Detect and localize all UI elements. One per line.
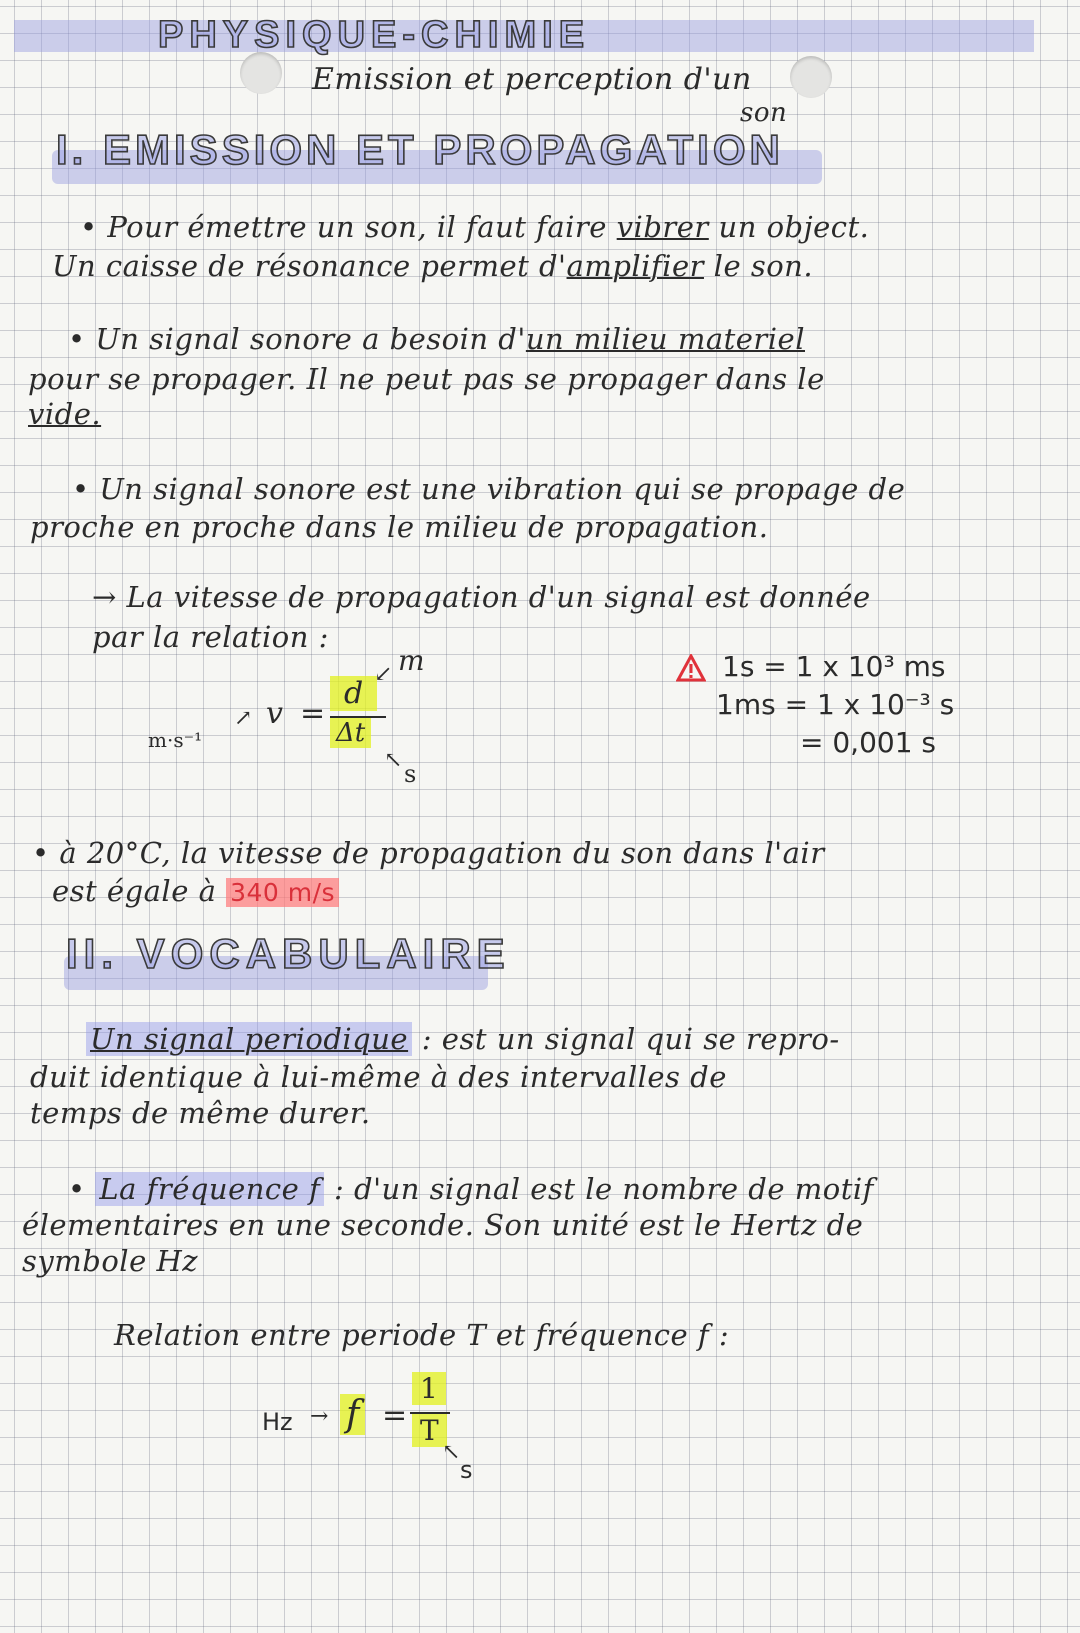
formula-one: 1	[412, 1372, 446, 1405]
unit-m-label: m	[398, 644, 425, 677]
unit-ms-label: m·s⁻¹	[148, 728, 203, 752]
conversion-line-2: 1ms = 1 x 10⁻³ s	[716, 688, 955, 721]
section-1-title: I. EMISSION ET PROPAGATION	[56, 126, 784, 173]
relation-caption: Relation entre periode T et fréquence f :	[114, 1318, 730, 1352]
arrow-to-v: ↗	[234, 706, 253, 731]
binder-hole-right	[790, 56, 832, 98]
formula-f: f	[340, 1394, 365, 1435]
formula-dt: Δt	[330, 718, 371, 748]
paragraph-speed-line-2: par la relation :	[92, 620, 329, 654]
term-periodic-signal: Un signal periodique	[86, 1022, 412, 1056]
unit-s-label: s	[404, 760, 417, 788]
paragraph-speed-air-line-1: • à 20°C, la vitesse de propagation du son dans l'air	[32, 836, 825, 870]
subject-title: PHYSIQUE-CHIMIE	[158, 14, 591, 56]
paragraph-vibration-line-2: proche en proche dans le milieu de propagation.	[30, 510, 769, 544]
paragraph-medium-line-3: vide.	[28, 397, 102, 431]
arrow-to-T: ↖	[442, 1440, 461, 1465]
paragraph-medium-line-1: • Un signal sonore a besoin d'un milieu materiel	[68, 322, 805, 356]
unit-hz-label: Hz	[262, 1408, 293, 1436]
subtitle: Emission et perception d'un	[312, 62, 752, 97]
paragraph-frequency-line-2: élementaires en une seconde. Son unité est le Hertz de	[22, 1208, 864, 1242]
formula-equals-2: =	[382, 1398, 408, 1433]
section-2-title: II. VOCABULAIRE	[66, 930, 511, 977]
conversion-line-1: 1s = 1 x 10³ ms	[722, 650, 946, 683]
subtitle-end: son	[740, 98, 788, 128]
term-frequency: La fréquence f	[95, 1172, 324, 1206]
speed-value-highlight: 340 m/s	[226, 878, 339, 907]
paragraph-periodic-line-1: Un signal periodique : est un signal qui se repro-	[86, 1022, 840, 1056]
arrow-to-f: →	[310, 1404, 329, 1429]
formula-d: d	[330, 676, 377, 711]
formula-v: v	[266, 696, 283, 731]
warning-icon	[676, 654, 706, 682]
arrow-to-d: ↙	[374, 662, 393, 687]
arrow-to-dt: ↖	[384, 748, 403, 773]
conversion-line-3: = 0,001 s	[800, 726, 937, 759]
paragraph-periodic-line-3: temps de même durer.	[30, 1096, 371, 1130]
paragraph-vibration-line-1: • Un signal sonore est une vibration qui se propage de	[72, 472, 906, 506]
paragraph-speed-air-line-2: est égale à 340 m/s	[52, 874, 339, 908]
paragraph-frequency-line-1: • La fréquence f : d'un signal est le nombre de motif	[68, 1172, 874, 1206]
paragraph-periodic-line-2: duit identique à lui-même à des intervalles de	[30, 1060, 727, 1094]
formula-equals: =	[300, 696, 326, 731]
paragraph-emission-line-2: Un caisse de résonance permet d'amplifier le son.	[52, 249, 814, 283]
paragraph-speed-line-1: → La vitesse de propagation d'un signal est donnée	[92, 580, 871, 614]
paragraph-emission-line-1: • Pour émettre un son, il faut faire vibrer un object.	[80, 210, 870, 244]
unit-s-label-2: s	[460, 1456, 473, 1484]
paragraph-frequency-line-3: symbole Hz	[22, 1244, 199, 1278]
binder-hole-left	[240, 52, 282, 94]
paragraph-medium-line-2: pour se propager. Il ne peut pas se propager dans le	[28, 362, 825, 396]
formula-T: T	[412, 1414, 447, 1447]
